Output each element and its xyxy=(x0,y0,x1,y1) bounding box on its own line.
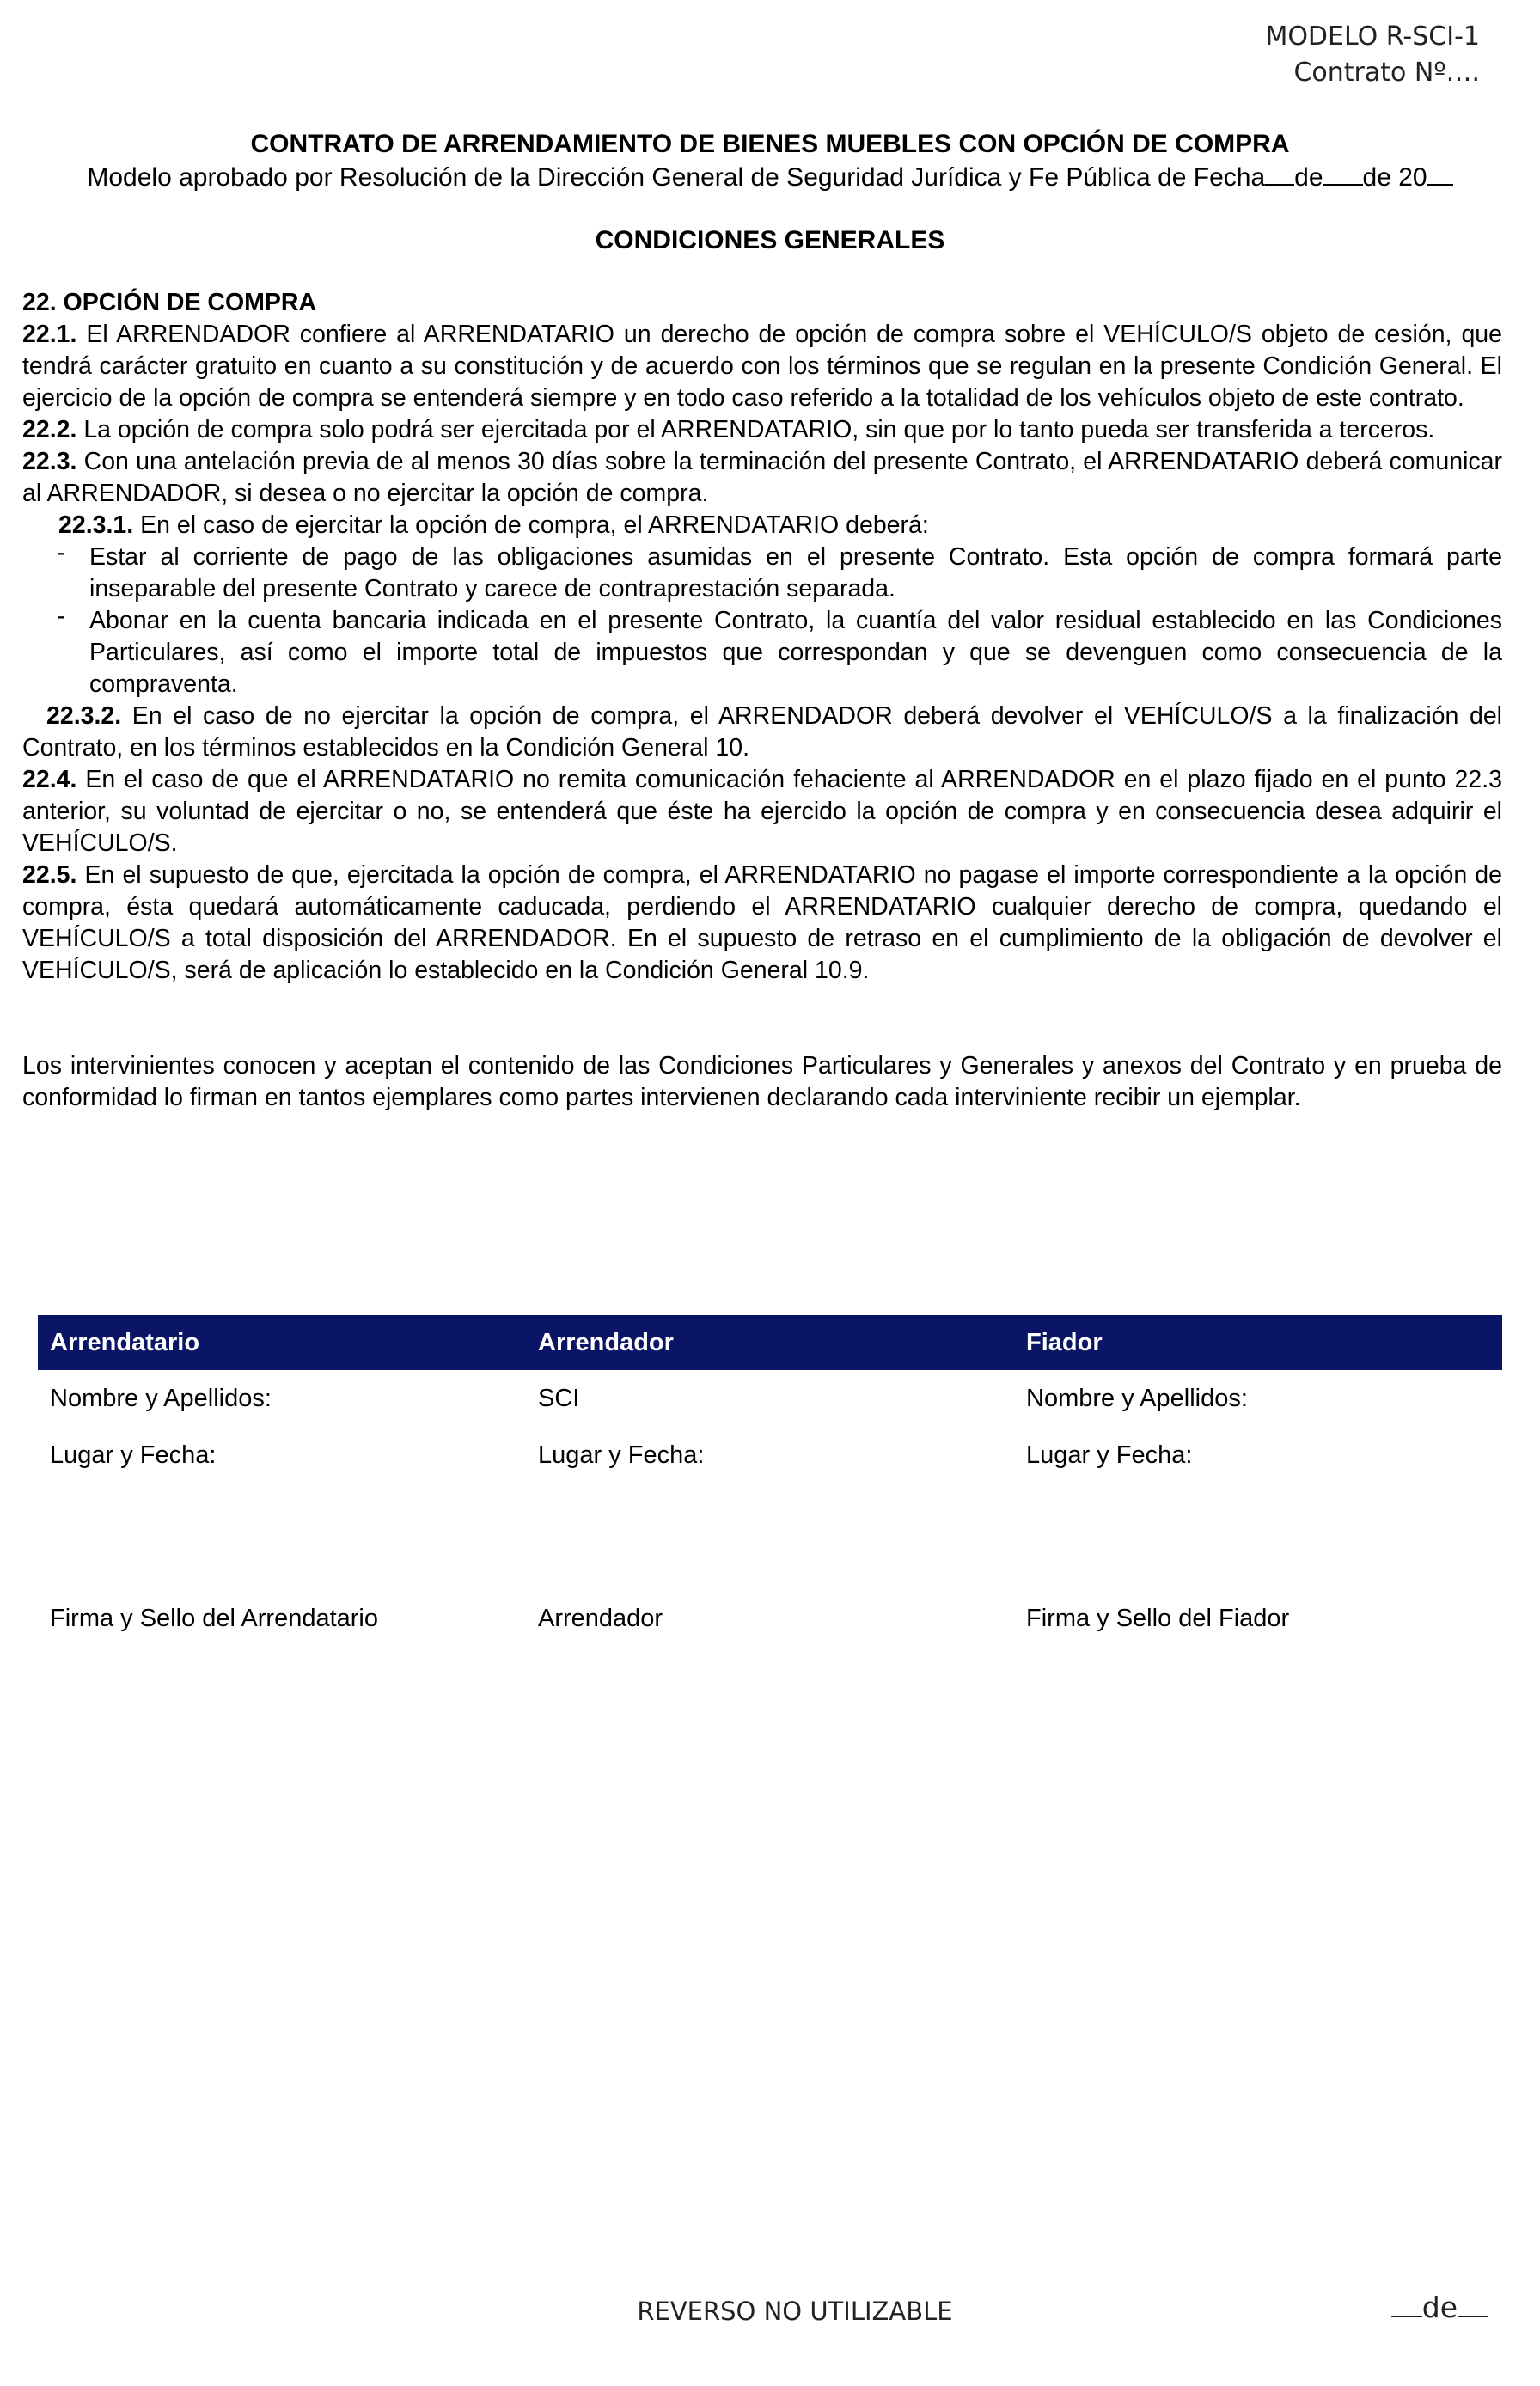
header-fiador: Fiador xyxy=(1026,1328,1103,1356)
section-title: CONDICIONES GENERALES xyxy=(595,226,945,254)
fiador-signature-field[interactable]: Firma y Sello del Fiador xyxy=(1026,1604,1290,1632)
closing-paragraph: Los intervinientes conocen y aceptan el contenido de las Condiciones Particulares y Generales y anexos del Contrato y en prueba de conformidad lo firman en tantos ejemplares como partes intervienen declarando cada interviniente recibir un ejemplar. xyxy=(22,1052,1502,1111)
list-item-text: Estar al corriente de pago de las obligaciones asumidas en el presente Contrato. Esta opción de compra formará parte inseparable del presente Contrato y carece de contraprestación separada. xyxy=(89,543,1502,603)
date-day-blank[interactable] xyxy=(1265,162,1294,186)
model-code: MODELO R-SCI-1 xyxy=(1265,21,1480,52)
list-item xyxy=(22,602,1502,701)
clause-text: La opción de compra solo podrá ser ejercitada por el ARRENDATARIO, sin que por lo tanto pueda ser transferida a terceros. xyxy=(83,416,1435,444)
footer-note: REVERSO NO UTILIZABLE xyxy=(637,2297,953,2326)
dash-bullet: - xyxy=(57,538,65,566)
page-number xyxy=(1391,2290,1488,2324)
clause-22-3 xyxy=(22,446,1502,510)
dash-bullet: - xyxy=(57,602,65,630)
clause-heading: 22. OPCIÓN DE COMPRA xyxy=(22,289,317,316)
clause-text: Con una antelación previa de al menos 30 días sobre la terminación del presente Contrato, el ARRENDATARIO deberá comunicar al ARRENDADOR, si desea o no ejercitar la opción de compra. xyxy=(22,448,1503,507)
fiador-name-field[interactable]: Nombre y Apellidos: xyxy=(1026,1384,1248,1412)
clause-number: 22.5. xyxy=(22,861,77,889)
arrendatario-signature-field[interactable]: Firma y Sello del Arrendatario xyxy=(50,1604,378,1632)
document-title: CONTRATO DE ARRENDAMIENTO DE BIENES MUEBLES CON OPCIÓN DE COMPRA xyxy=(250,130,1290,158)
table-row xyxy=(38,1370,1502,1427)
clause-text: En el caso de que el ARRENDATARIO no remita comunicación fehaciente al ARRENDADOR en el plazo fijado en el punto 22.3 anterior, su voluntad de ejercitar o no, se entenderá que éste ha ejercido la opción de compra y en consecuencia desea adquirir el VEHÍCULO/S. xyxy=(22,766,1502,857)
clause-body xyxy=(22,287,1502,1114)
list-item-text: Abonar en la cuenta bancaria indicada en el presente Contrato, la cuantía del valor residual establecido en las Condiciones Particulares, así como el importe total de impuestos que correspondan y que se devenguen como consecuencia de la compraventa. xyxy=(89,607,1502,698)
clause-text: El ARRENDADOR confiere al ARRENDATARIO un derecho de opción de compra sobre el VEHÍCULO/S objeto de cesión, que tendrá carácter gratuito en cuanto a su constitución y de acuerdo con los términos que se regulan en la presente Condición General. El ejercicio de la opción de compra se entenderá siempre y en todo caso referido a la totalidad de los vehículos objeto de este contrato. xyxy=(22,321,1502,412)
arrendador-place-date-field[interactable]: Lugar y Fecha: xyxy=(538,1441,705,1469)
clause-22-5 xyxy=(22,860,1502,987)
clause-text: En el caso de no ejercitar la opción de compra, el ARRENDADOR deberá devolver el VEHÍCULO/S a la finalización del Contrato, en los términos establecidos en la Condición General 10. xyxy=(22,702,1503,762)
fiador-place-date-field[interactable]: Lugar y Fecha: xyxy=(1026,1441,1193,1469)
page-total-blank[interactable] xyxy=(1458,2290,1488,2317)
table-row xyxy=(38,1590,1502,1647)
clause-text: En el supuesto de que, ejercitada la opción de compra, el ARRENDATARIO no pagase el importe correspondiente a la opción de compra, ésta quedará automáticamente caducada, perdiendo el ARRENDATARIO cualquier derecho de compra, quedando el VEHÍCULO/S a total disposición del ARRENDADOR. En el supuesto de retraso en el cumplimiento de la obligación de devolver el VEHÍCULO/S, será de aplicación lo establecido en la Condición General 10.9. xyxy=(22,861,1503,984)
signature-table-header xyxy=(38,1315,1502,1370)
clause-number: 22.3. xyxy=(22,448,77,475)
clause-number: 22.1. xyxy=(22,321,77,348)
date-year-blank[interactable] xyxy=(1427,162,1453,186)
document-subtitle xyxy=(0,162,1540,193)
signature-table xyxy=(38,1315,1502,1647)
contract-number: Contrato Nº…. xyxy=(1293,58,1480,88)
clause-22-2 xyxy=(22,414,1502,446)
subtitle-de: de xyxy=(1294,163,1323,192)
table-row xyxy=(38,1427,1502,1484)
arrendatario-name-field[interactable]: Nombre y Apellidos: xyxy=(50,1384,272,1412)
arrendador-name-field: SCI xyxy=(538,1384,580,1412)
subtitle-text: Modelo aprobado por Resolución de la Dirección General de Seguridad Jurídica y Fe Pública de Fecha xyxy=(87,163,1266,192)
clause-number: 22.3.1. xyxy=(58,511,134,539)
date-month-blank[interactable] xyxy=(1323,162,1363,186)
header-arrendatario: Arrendatario xyxy=(50,1328,200,1356)
page-current-blank[interactable] xyxy=(1391,2290,1422,2317)
arrendador-signature-field[interactable]: Arrendador xyxy=(538,1604,663,1632)
list-item xyxy=(22,538,1502,605)
arrendatario-place-date-field[interactable]: Lugar y Fecha: xyxy=(50,1441,217,1469)
subtitle-year: de 20 xyxy=(1362,163,1427,192)
clause-text: En el caso de ejercitar la opción de compra, el ARRENDATARIO deberá: xyxy=(140,511,929,539)
page-of-label: de xyxy=(1421,2291,1458,2324)
clause-number: 22.2. xyxy=(22,416,77,444)
document-reference xyxy=(1265,19,1480,91)
header-arrendador: Arrendador xyxy=(538,1328,674,1356)
clause-22-3-1 xyxy=(22,510,1502,541)
clause-22-3-2 xyxy=(22,701,1502,764)
clause-number: 22.3.2. xyxy=(46,702,122,730)
clause-22-4 xyxy=(22,764,1502,860)
clause-22-1 xyxy=(22,319,1502,414)
clause-number: 22.4. xyxy=(22,766,77,793)
